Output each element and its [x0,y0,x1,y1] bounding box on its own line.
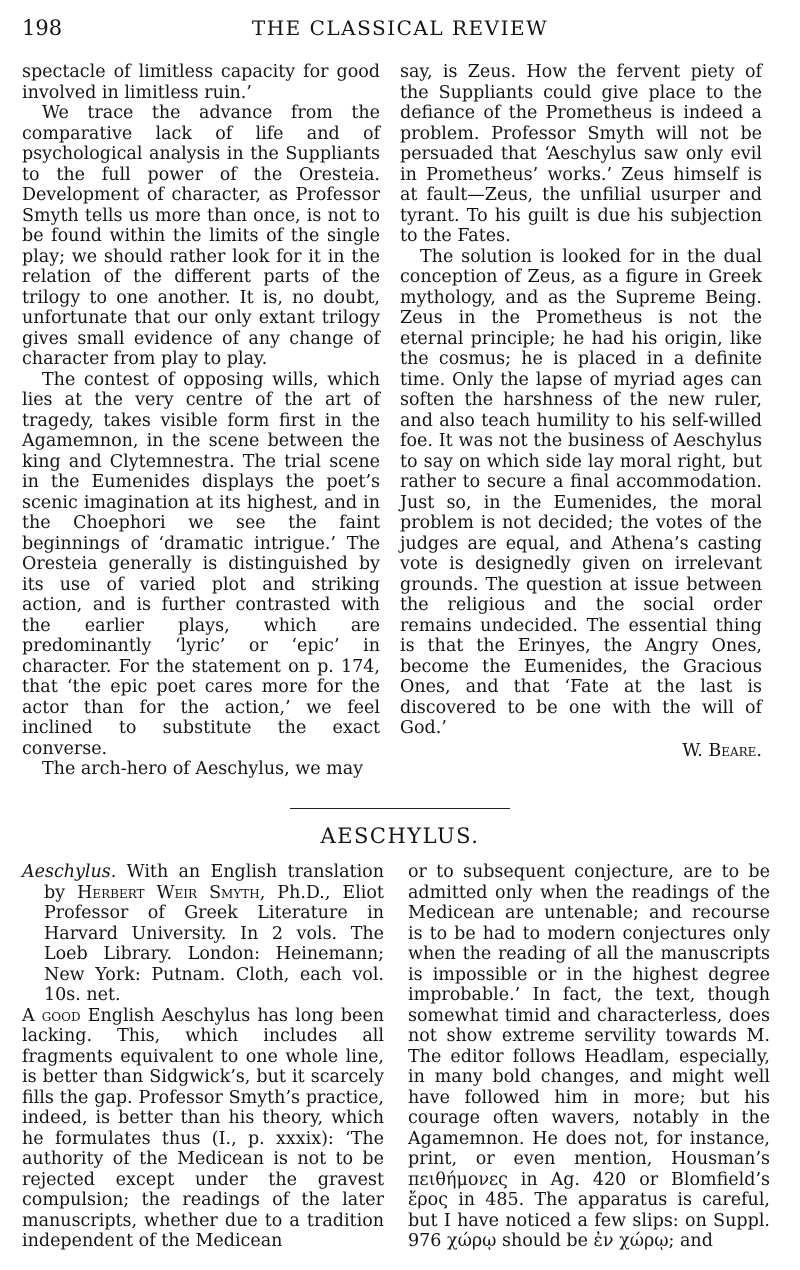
review-section-title: AESCHYLUS. [320,824,480,848]
opening-word: A good [22,1005,81,1026]
book-citation [22,862,384,1006]
book-details-2: Ph.D., Eliot Professor of Greek Literature in Harvard University. In 2 vols. The Loeb Library. London: Heinemann; New York: Putnam. Cloth, each vol. 10s. net. [44,882,384,1005]
paragraph: spectacle of limitless capacity for good involved in limitless ruin.’ [22,62,380,103]
paragraph: The arch-hero of Aeschylus, we may [42,759,364,779]
translator-name: Herbert Weir Smyth, [77,882,266,903]
review-text-left: English Aeschylus has long been lacking. This, which includes all fragments equivalent to one whole line, is better than Sidgwick’s, but it scarcely fills the gap. Professor Smyth’s practice, indeed, is better than his theory, which he formulates thus (I., p. xxxix): ‘The authority of the Medicean is not to be rejected except under the gravest compulsion; the readings of the later manuscripts, whether due to a tradition independent of the Medicean [22,1005,384,1251]
new-review-right-column [408,862,770,1252]
section-divider [290,808,510,809]
paragraph: The contest of opposing wills, which lies at the very centre of the art of tragedy, takes visible form first in the Agamemnon, in the scene between the king and Clytemnestra. The trial scene in the Eumenides displays the poet’s scenic imagination at its highest, and in the Choephori we see the faint beginnings of ‘dramatic intrigue.’ The Oresteia generally is distinguished by its use of varied plot and striking action, and is further contrasted with the earlier plays, which are predominantly ‘lyric’ or ‘epic’ in character. For the statement on p. 174, that ‘the epic poet cares more for the actor than for the action,’ we feel inclined to substitute the exact converse. [22,369,380,759]
page-header [22,16,778,46]
book-title: Aeschylus. [22,862,117,882]
running-title: THE CLASSICAL REVIEW [251,16,549,40]
page-number: 198 [22,16,63,40]
new-review-left-column [22,862,384,1252]
review-paragraph [22,1006,384,1252]
paragraph: We trace the advance from the comparative lack of life and of psychological analysis in the Suppliants to the full power of the Oresteia. Development of character, as Professor Smyth tells us more than once, is not to be found within the limits of the single play; we should rather look for it in the relation of the different parts of the trilogy to one another. It is, no doubt, unfortunate that our only extant trilogy gives small evidence of any change of character from play to play. [22,103,380,369]
previous-review-left-column [22,62,380,780]
paragraph: say, is Zeus. How the fervent piety of the Suppliants could give place to the defiance of the Prometheus is indeed a problem. Professor Smyth will not be persuaded that ‘Aeschylus saw only evil in Prometheus’ works.’ Zeus himself is at fault—Zeus, the unfilial usurper and tyrant. To his guilt is due his subjection to the Fates. [400,62,762,246]
paragraph: The solution is looked for in the dual conception of Zeus, as a figure in Greek mythology, and as the Supreme Being. Zeus in the Prometheus is not the eternal principle; he had his origin, like the cosmus; he is placed in a definite time. Only the lapse of myriad ages can soften the harshness of the new ruler, and also teach humility to his self-willed foe. It was not the business of Aeschylus to say on which side lay moral right, but rather to secure a final accommodation. Just so, in the Eumenides, the moral problem is not decided; the votes of the judges are equal, and Athena’s casting vote is designedly given on irrelevant grounds. The question at issue between the religious and the social order remains undecided. The essential thing is that the Erinyes, the Angry Ones, become the Eumenides, the Gracious Ones, and that ‘Fate at the last is discovered to be one with the will of God.’ [400,246,762,738]
review-text-right: or to subsequent conjecture, are to be admitted only when the readings of the Medicean are untenable; and recourse is to be had to modern conjectures only when the reading of all the manuscripts is impossible or in the highest degree improbable.’ In fact, the text, though somewhat timid and characterless, does not show extreme servility towards M. The editor follows Headlam, especially, in many bold changes, and might well have followed him in more; but his courage often wavers, notably in the Agamemnon. He does not, for instance, print, or even mention, Housman’s πειθήμονες in Ag. 420 or Blomfield’s ἔρος in 485. The apparatus is careful, but I have noticed a few slips: on Suppl. 976 χώρῳ should be ἐν χώρῳ; and [408,862,770,1251]
book-details-1: With an English translation by [44,862,384,903]
previous-review-right-column [400,62,762,761]
reviewer-signature: W. Beare. [682,740,762,761]
